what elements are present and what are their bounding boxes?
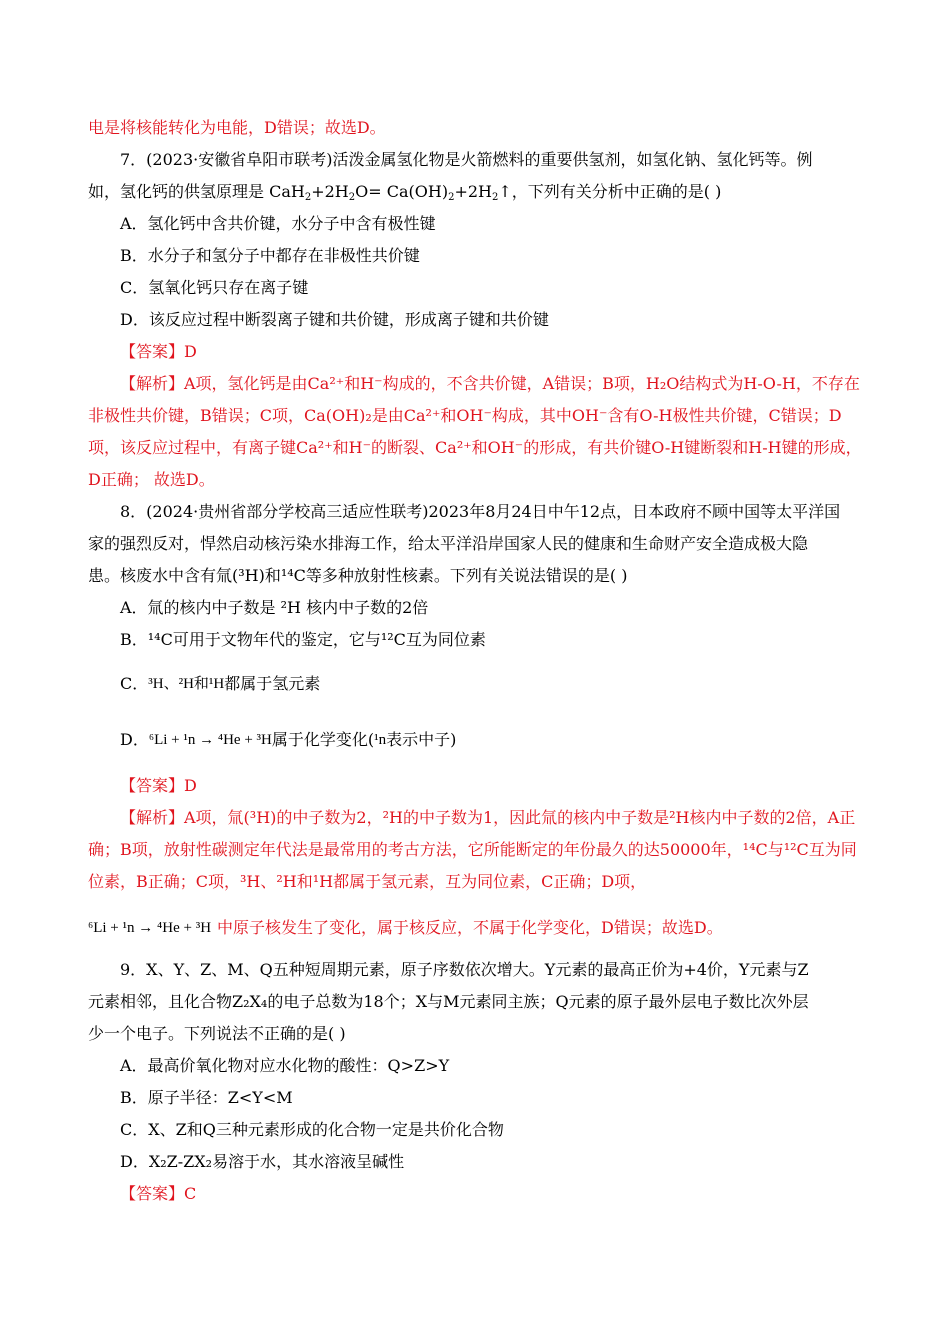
nuclide-formula: ³H、²H和¹H bbox=[148, 676, 225, 692]
q8-answer: 【答案】D bbox=[120, 776, 197, 795]
q8-stem-line2: 家的强烈反对，悍然启动核污染水排海工作，给太平洋沿岸国家人民的健康和生命财产安全造成极大隐 bbox=[88, 534, 809, 553]
q7-stem-line1: 7．(2023·安徽省阜阳市联考)活泼金属氢化物是火箭燃料的重要供氢剂，如氢化钠、氢化钙等。例 bbox=[120, 150, 813, 169]
q9-option-d: D．X₂Z-ZX₂易溶于水，其水溶液呈碱性 bbox=[120, 1152, 405, 1171]
q7-option-b: B．水分子和氢分子中都存在非极性共价键 bbox=[120, 246, 420, 265]
q8-option-a: A．氚的核内中子数是 ²H 核内中子数的2倍 bbox=[120, 598, 429, 617]
q7-option-c: C．氢氧化钙只存在离子键 bbox=[120, 278, 309, 297]
q8-option-c: C． ³H、²H和¹H 都属于氢元素 bbox=[88, 656, 864, 700]
neutron-symbol: ¹n bbox=[374, 732, 387, 748]
q8-explanation-tail: ⁶Li + ¹n → ⁴He + ³H 中原子核发生了变化，属于核反应，不属于化学变化，D错误；故选D。 bbox=[88, 898, 864, 944]
q8-stem-line1: 8．(2024·贵州省部分学校高三适应性联考)2023年8月24日中午12点，日本政府不顾中国等太平洋国 bbox=[120, 502, 841, 521]
q7-option-a: A．氢化钙中含共价键，水分子中含有极性键 bbox=[120, 214, 436, 233]
q8-option-b: B．¹⁴C可用于文物年代的鉴定，它与¹²C互为同位素 bbox=[120, 630, 486, 649]
q9-stem-line2: 元素相邻，且化合物Z₂X₄的电子总数为18个；X与M元素同主族；Q元素的原子最外层电子数比次外层 bbox=[88, 992, 809, 1011]
prev-explanation-tail: 电是将核能转化为电能，D错误；故选D。 bbox=[88, 118, 386, 137]
q9-option-a: A．最高价氧化物对应水化物的酸性：Q>Z>Y bbox=[120, 1056, 450, 1075]
q7-explanation: 【解析】A项，氢化钙是由Ca²⁺和H⁻构成的，不含共价键，A错误；B项，H₂O结构式为H-O-H，不存在非极性共价键，B错误；C项，Ca(OH)₂是由Ca²⁺和OH⁻构成，其中OH⁻含有O-H极性共价键，C错误；D项，该反应过程中，有离子键Ca²⁺和H⁻的断裂、Ca²⁺和OH⁻的形成，有共价键O-H键断裂和H-H键的形成，D正确； 故选D。 bbox=[88, 374, 862, 489]
nuclear-equation: ⁶Li + ¹n → ⁴He + ³H bbox=[148, 732, 272, 748]
q7-option-d: D．该反应过程中断裂离子键和共价键，形成离子键和共价键 bbox=[120, 310, 549, 329]
q7-stem-line2: 如，氢化钙的供氢原理是 $CaH_2+2H_2O=$ $Ca(OH)_2+2H_2↑$，下列有关分析中正确的是( ) bbox=[88, 182, 722, 203]
q9-answer: 【答案】C bbox=[120, 1184, 197, 1203]
q8-stem-line3: 患。核废水中含有氚(³H)和¹⁴C等多种放射性核素。下列有关说法错误的是( ) bbox=[88, 566, 628, 585]
q8-explanation: 【解析】A项，氚(³H)的中子数为2，²H的中子数为1，因此氚的核内中子数是²H核内中子数的2倍，A正确；B项，放射性碳测定年代法是最常用的考古方法，它所能断定的年份最久的达50000年，¹⁴C与¹²C互为同位素，B正确；C项，³H、²H和¹H都属于氢元素，互为同位素，C正确；D项， bbox=[88, 808, 857, 891]
q9-option-b: B．原子半径：Z<Y<M bbox=[120, 1088, 293, 1107]
nuclear-equation-2: ⁶Li + ¹n → ⁴He + ³H bbox=[88, 920, 212, 936]
q8-option-d: D． ⁶Li + ¹n → ⁴He + ³H 属于化学变化( ¹n 表示中子) bbox=[88, 700, 864, 756]
q9-stem-line3: 少一个电子。下列说法不正确的是( ) bbox=[88, 1024, 346, 1043]
document-page bbox=[88, 112, 864, 1210]
q7-answer: 【答案】D bbox=[120, 342, 197, 361]
q9-option-c: C．X、Z和Q三种元素形成的化合物一定是共价化合物 bbox=[120, 1120, 504, 1139]
q9-stem-line1: 9．X、Y、Z、M、Q五种短周期元素，原子序数依次增大。Y元素的最高正价为+4价，Y元素与Z bbox=[120, 960, 809, 979]
